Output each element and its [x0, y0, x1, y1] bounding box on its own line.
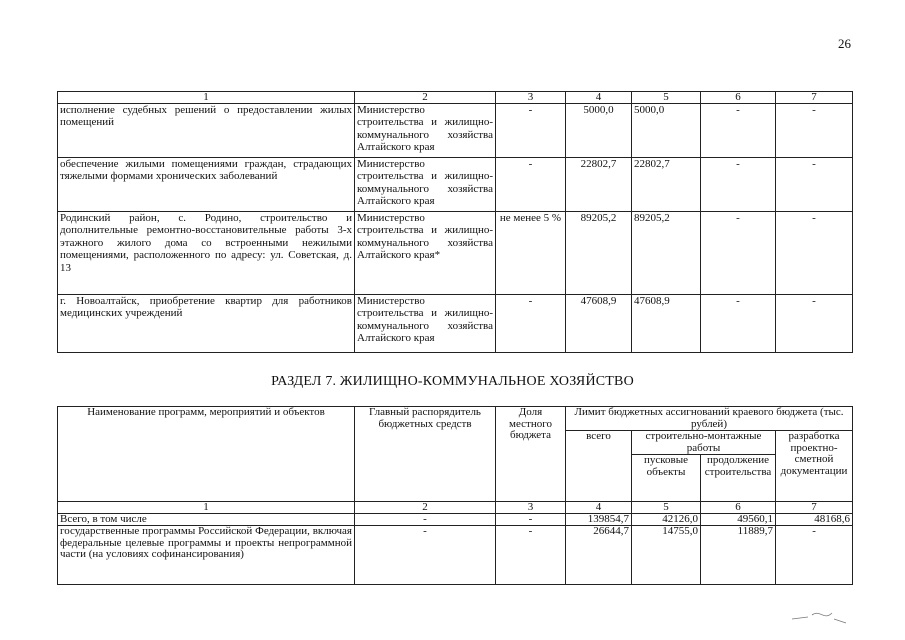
row-share: не менее 5 % — [496, 212, 566, 295]
row-agency: Министерство строительства и жилищно-коммунального хозяйства Алтайского края — [355, 158, 496, 212]
table-row — [58, 158, 853, 212]
row-agency: - — [355, 526, 496, 585]
table-row — [58, 104, 853, 158]
header-share: Доля местного бюджета — [496, 407, 566, 502]
col-number: 5 — [632, 502, 701, 514]
col-number: 5 — [632, 92, 701, 104]
section-title: РАЗДЕЛ 7. ЖИЛИЩНО-КОММУНАЛЬНОЕ ХОЗЯЙСТВО — [271, 374, 634, 389]
row-agency: Министерство строительства и жилищно-коммунального хозяйства Алтайского края — [355, 295, 496, 353]
row-total: 5000,0 — [566, 104, 632, 158]
col-number: 2 — [355, 92, 496, 104]
row-share: - — [496, 526, 566, 585]
col-number: 6 — [701, 92, 776, 104]
col-number: 6 — [701, 502, 776, 514]
row-col7: - — [776, 212, 853, 295]
row-total: 26644,7 — [566, 526, 632, 585]
row-agency: Министерство строительства и жилищно-коммунального хозяйства Алтайского края* — [355, 212, 496, 295]
row-name: Всего, в том числе — [58, 514, 355, 526]
header-name: Наименование программ, мероприятий и объектов — [58, 407, 355, 502]
header-row — [58, 407, 853, 431]
row-col6: - — [701, 104, 776, 158]
table-row — [58, 295, 853, 353]
row-name: государственные программы Российской Федерации, включая федеральные целевые программы и проекты непрограммной части (на условиях софинансирования) — [58, 526, 355, 585]
row-total: 139854,7 — [566, 514, 632, 526]
row-name: г. Новоалтайск, приобретение квартир для работников медицинских учреждений — [58, 295, 355, 353]
row-share: - — [496, 158, 566, 212]
pen-mark-scribble — [790, 605, 850, 627]
row-construction: 47608,9 — [632, 295, 701, 353]
row-name: исполнение судебных решений о предоставлении жилых помещений — [58, 104, 355, 158]
row-startup: 42126,0 — [632, 514, 701, 526]
row-construction: 89205,2 — [632, 212, 701, 295]
header-total: всего — [566, 431, 632, 502]
col-number: 1 — [58, 502, 355, 514]
row-col7: - — [776, 158, 853, 212]
col-number: 2 — [355, 502, 496, 514]
col-number: 3 — [496, 92, 566, 104]
row-construction: 5000,0 — [632, 104, 701, 158]
budget-table-section-7 — [57, 406, 853, 585]
column-number-row — [58, 92, 853, 104]
row-agency: Министерство строительства и жилищно-коммунального хозяйства Алтайского края — [355, 104, 496, 158]
header-continuing: продолжение строительства — [701, 455, 776, 502]
row-col7: - — [776, 104, 853, 158]
row-total: 22802,7 — [566, 158, 632, 212]
table-row — [58, 212, 853, 295]
row-total: 47608,9 — [566, 295, 632, 353]
row-design: - — [776, 526, 853, 585]
table-row — [58, 526, 853, 585]
header-construction: строительно-монтажные работы — [632, 431, 776, 455]
row-name: обеспечение жилыми помещениями граждан, страдающих тяжелыми формами хронических заболеваний — [58, 158, 355, 212]
row-construction: 22802,7 — [632, 158, 701, 212]
row-share: - — [496, 295, 566, 353]
header-agency: Главный распорядитель бюджетных средств — [355, 407, 496, 502]
column-number-row — [58, 502, 853, 514]
table-row-total — [58, 514, 853, 526]
row-col7: - — [776, 295, 853, 353]
row-design: 48168,6 — [776, 514, 853, 526]
row-col6: - — [701, 295, 776, 353]
row-col6: - — [701, 158, 776, 212]
row-continuing: 49560,1 — [701, 514, 776, 526]
col-number: 1 — [58, 92, 355, 104]
row-startup: 14755,0 — [632, 526, 701, 585]
row-agency: - — [355, 514, 496, 526]
header-limit: Лимит бюджетных ассигнований краевого бюджета (тыс. рублей) — [566, 407, 853, 431]
row-share: - — [496, 104, 566, 158]
budget-table-continued — [57, 91, 853, 353]
row-col6: - — [701, 212, 776, 295]
header-startup: пусковые объекты — [632, 455, 701, 502]
row-total: 89205,2 — [566, 212, 632, 295]
col-number: 3 — [496, 502, 566, 514]
row-continuing: 11889,7 — [701, 526, 776, 585]
col-number: 7 — [776, 502, 853, 514]
row-share: - — [496, 514, 566, 526]
header-design: разработка проектно-сметной документации — [776, 431, 853, 502]
col-number: 7 — [776, 92, 853, 104]
row-name: Родинский район, с. Родино, строительство и дополнительные ремонтно-восстановительные работы 3-х этажного жилого дома со встроенными нежилыми помещениями, расположенного по адресу: ул. Советская, д. 13 — [58, 212, 355, 295]
col-number: 4 — [566, 92, 632, 104]
page-number: 26 — [838, 36, 851, 51]
col-number: 4 — [566, 502, 632, 514]
